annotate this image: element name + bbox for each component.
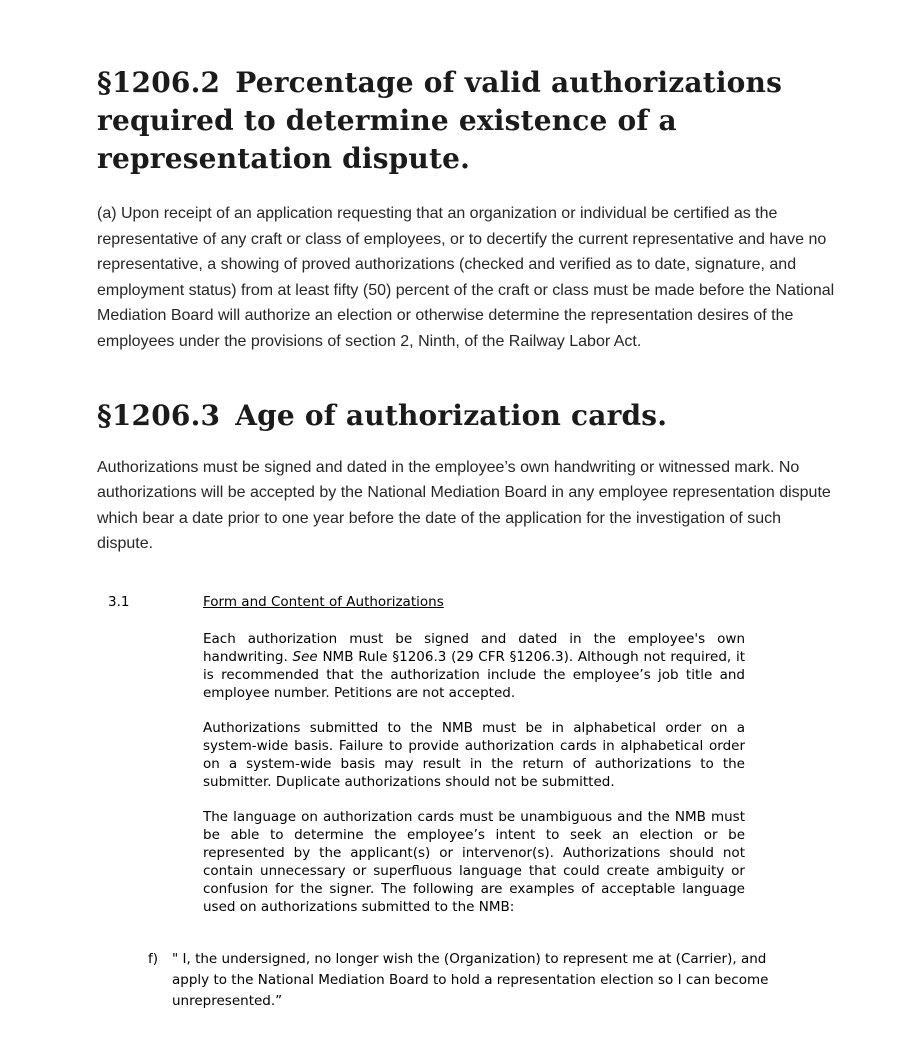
regulation-section-1206-2 xyxy=(97,64,915,355)
memo-section-3-1 xyxy=(0,593,915,1012)
section-number: §1206.2 xyxy=(97,66,221,99)
memo-paragraph-1 xyxy=(203,630,745,702)
section-title: Percentage of valid authorizations required to determine existence of a representation dispute. xyxy=(97,66,783,175)
memo-paragraph-1-lead: Each authorization must be signed and dated in the employee's own handwriting. xyxy=(203,630,745,665)
list-item-text: " I, the undersigned, no longer wish the (Organization) to represent me at (Carrier), and apply to the National Mediation Board to hold a representation election so I can become unrepresented.” xyxy=(172,950,769,1009)
section-title: Age of authorization cards. xyxy=(235,398,668,432)
memo-section-number: 3.1 xyxy=(108,593,130,610)
section-number: §1206.3 xyxy=(97,398,221,432)
regulation-section-1206-3 xyxy=(97,397,915,557)
section-heading-1206-3 xyxy=(97,397,827,435)
list-item-label: f) xyxy=(148,950,159,967)
memo-paragraph-1-see-italic: See xyxy=(292,648,318,665)
section-body-paragraph: Authorizations must be signed and dated in the employee’s own handwriting or witnessed mark. No authorizations will be accepted by the National Mediation Board in any employee representation dispute which bear a date prior to one year before the date of the application for the investigation of such dispute. xyxy=(97,458,831,553)
section-body-paragraph: (a) Upon receipt of an application requesting that an organization or individual be certified as the representative of any craft or class of employees, or to decertify the current representative and have no representative, a showing of proved authorizations (checked and verified as to date, signature, and employment status) from at least fifty (50) percent of the craft or class must be made before the National Mediation Board will authorize an election or otherwise determine the representation desires of the employees under the provisions of section 2, Ninth, of the Railway Labor Act. xyxy=(97,205,835,350)
memo-content-column xyxy=(203,593,745,916)
memo-paragraph-3: The language on authorization cards must be unambiguous and the NMB must be able to determine the employee’s intent to seek an election or be represented by the applicant(s) or intervenor(s). Authorizations should not contain unnecessary or superfluous language that could create ambiguity or confusion for the signer. The following are examples of acceptable language used on authorizations submitted to the NMB: xyxy=(203,808,745,915)
memo-paragraph-2: Authorizations submitted to the NMB must be in alphabetical order on a system-wide basis. Failure to provide authorization cards in alphabetical order on a system-wide basis may result in the return of authorizations to the submitter. Duplicate authorizations should not be submitted. xyxy=(203,719,745,790)
memo-heading-underlined: Form and Content of Authorizations xyxy=(203,593,444,610)
memo-list-item-f xyxy=(0,949,915,1012)
memo-numbered-block xyxy=(0,593,915,916)
memo-paragraph-1-rest: NMB Rule §1206.3 (29 CFR §1206.3). Although not required, it is recommended that the authorization include the employee’s job title and employee number. Petitions are not accepted. xyxy=(203,648,745,701)
section-heading-1206-2 xyxy=(97,64,827,178)
